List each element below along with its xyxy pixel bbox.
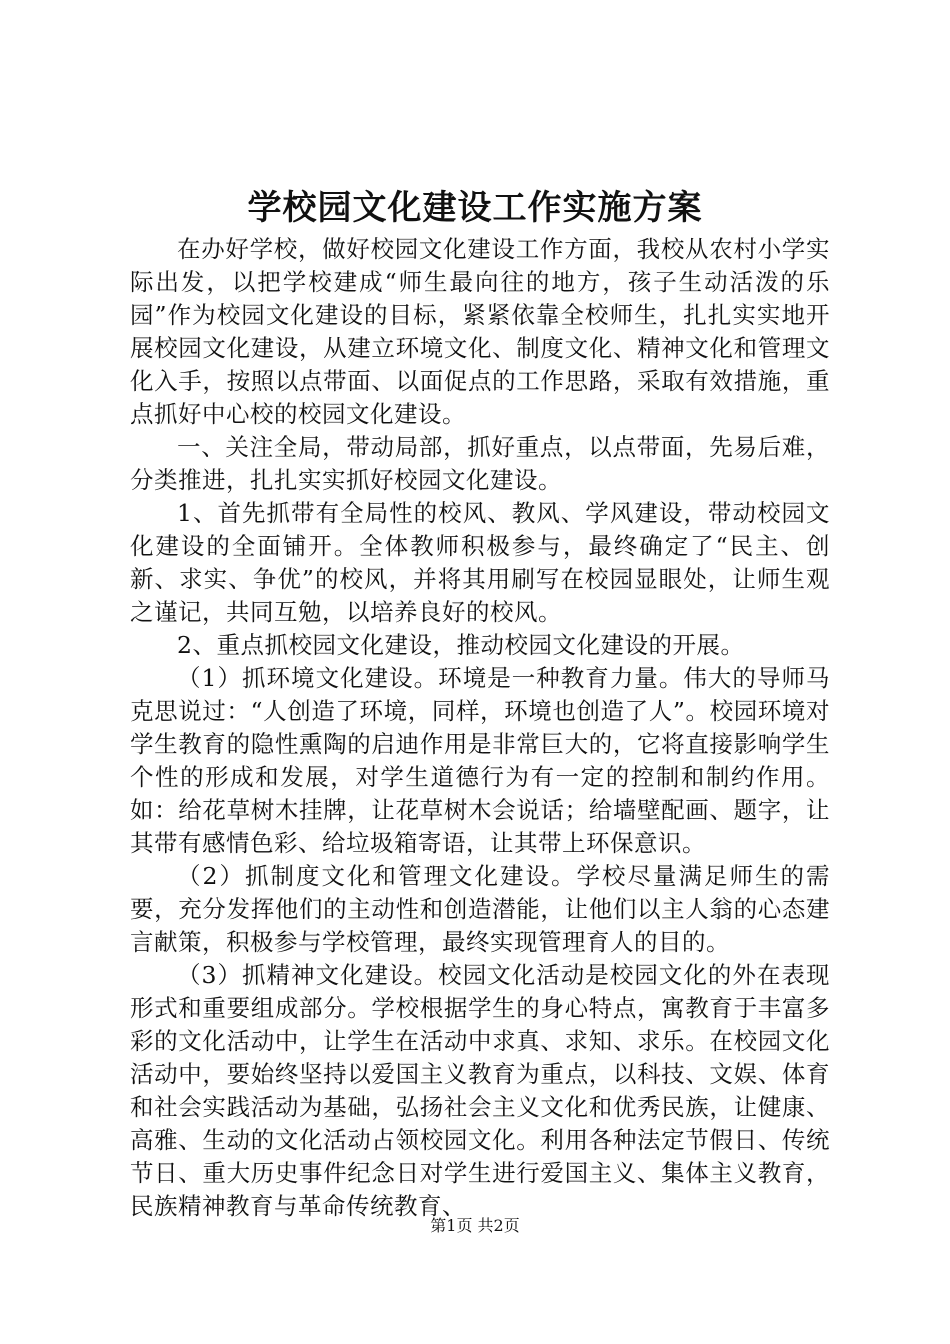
subitem-1-paragraph: （1）抓环境文化建设。环境是一种教育力量。伟大的导师马克思说过：“人创造了环境，同样，环境也创造了人”。校园环境对学生教育的隐性熏陶的启迪作用是非常巨大的，它将直接影响学生个性的形成和发展，对学生道德行为有一定的控制和制约作用。如：给花草树木挂牌，让花草树木会说话；给墙壁配画、题字，让其带有感情色彩、给垃圾箱寄语，让其带上环保意识。: [130, 664, 830, 857]
item-2-paragraph: 2、重点抓校园文化建设，推动校园文化建设的开展。: [177, 631, 745, 659]
subitem-3-paragraph: （3）抓精神文化建设。校园文化活动是校园文化的外在表现形式和重要组成部分。学校根据学生的身心特点，寓教育于丰富多彩的文化活动中，让学生在活动中求真、求知、求乐。在校园文化活动中，要始终坚持以爱国主义教育为重点，以科技、文娱、体育和社会实践活动为基础，弘扬社会主义文化和优秀民族，让健康、高雅、生动的文化活动占领校园文化。利用各种法定节假日、传统节日、重大历史事件纪念日对学生进行爱国主义、集体主义教育，民族精神教育与革命传统教育、: [130, 961, 830, 1220]
document-body: [130, 233, 830, 1223]
section-one-heading: 一、关注全局，带动局部，抓好重点，以点带面，先易后难，分类推进，扎扎实实抓好校园文化建设。: [130, 433, 830, 494]
item-1-paragraph: 1、首先抓带有全局性的校风、教风、学风建设，带动校园文化建设的全面铺开。全体教师积极参与，最终确定了“民主、创新、求实、争优”的校风，并将其用刷写在校园显眼处，让师生观之谨记，共同互勉，以培养良好的校风。: [130, 499, 830, 626]
document-title: 学校园文化建设工作实施方案: [247, 188, 703, 228]
intro-paragraph: 在办好学校，做好校园文化建设工作方面，我校从农村小学实际出发，以把学校建成“师生最向往的地方，孩子生动活泼的乐园”作为校园文化建设的目标，紧紧依靠全校师生，扎扎实实地开展校园文化建设，从建立环境文化、制度文化、精神文化和管理文化入手，按照以点带面、以面促点的工作思路，采取有效措施，重点抓好中心校的校园文化建设。: [130, 235, 830, 428]
subitem-2-paragraph: （2）抓制度文化和管理文化建设。学校尽量满足师生的需要，充分发挥他们的主动性和创造潜能，让他们以主人翁的心态建言献策，积极参与学校管理，最终实现管理育人的目的。: [130, 862, 830, 956]
page-number-footer: 第1页 共2页: [430, 1216, 520, 1235]
